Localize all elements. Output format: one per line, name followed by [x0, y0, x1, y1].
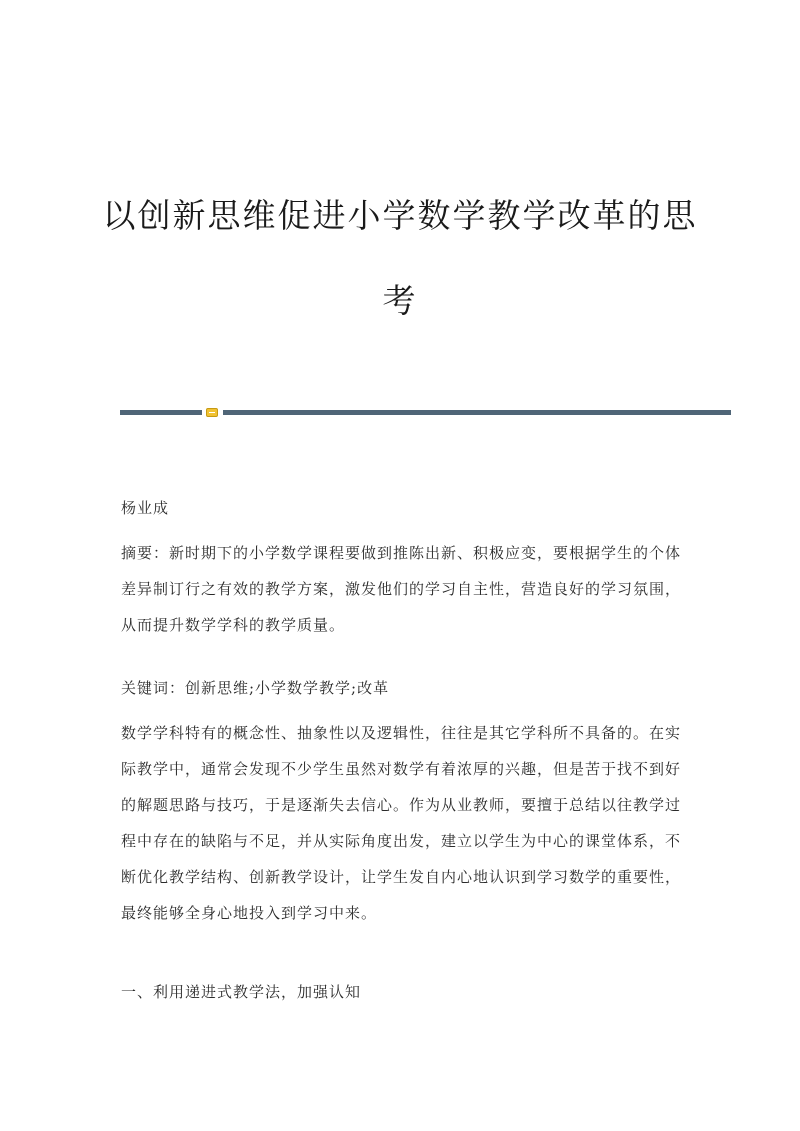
body-paragraph: 数学学科特有的概念性、抽象性以及逻辑性，往往是其它学科所不具备的。在实际教学中，通常会发现不少学生虽然对数学有着浓厚的兴趣，但是苦于找不到好的解题思路与技巧，于是逐渐失去信心。作为从业教师，要擅于总结以往教学过程中存在的缺陷与不足，并从实际角度出发，建立以学生为中心的课堂体系，不断优化教学结构、创新教学设计，让学生发自内心地认识到学习数学的重要性，最终能够全身心地投入到学习中来。	[121, 724, 682, 922]
folded-note-icon	[206, 408, 218, 417]
section-heading: 一、利用递进式教学法，加强认知	[121, 983, 362, 1001]
keywords-line: 关键词：创新思维;小学数学教学;改革	[121, 679, 390, 697]
document-title-line-1: 以创新思维促进小学数学教学改革的思	[102, 196, 698, 235]
divider-bar-left	[120, 410, 202, 415]
author-name: 杨业成	[121, 499, 170, 517]
abstract-paragraph: 摘要：新时期下的小学数学课程要做到推陈出新、积极应变，要根据学生的个体差异制订行之有效的教学方案，激发他们的学习自主性，营造良好的学习氛围，从而提升数学学科的教学质量。	[121, 544, 682, 634]
title-divider	[120, 408, 731, 416]
document-title-line-2: 考	[382, 281, 418, 320]
divider-bar-right	[223, 410, 731, 415]
